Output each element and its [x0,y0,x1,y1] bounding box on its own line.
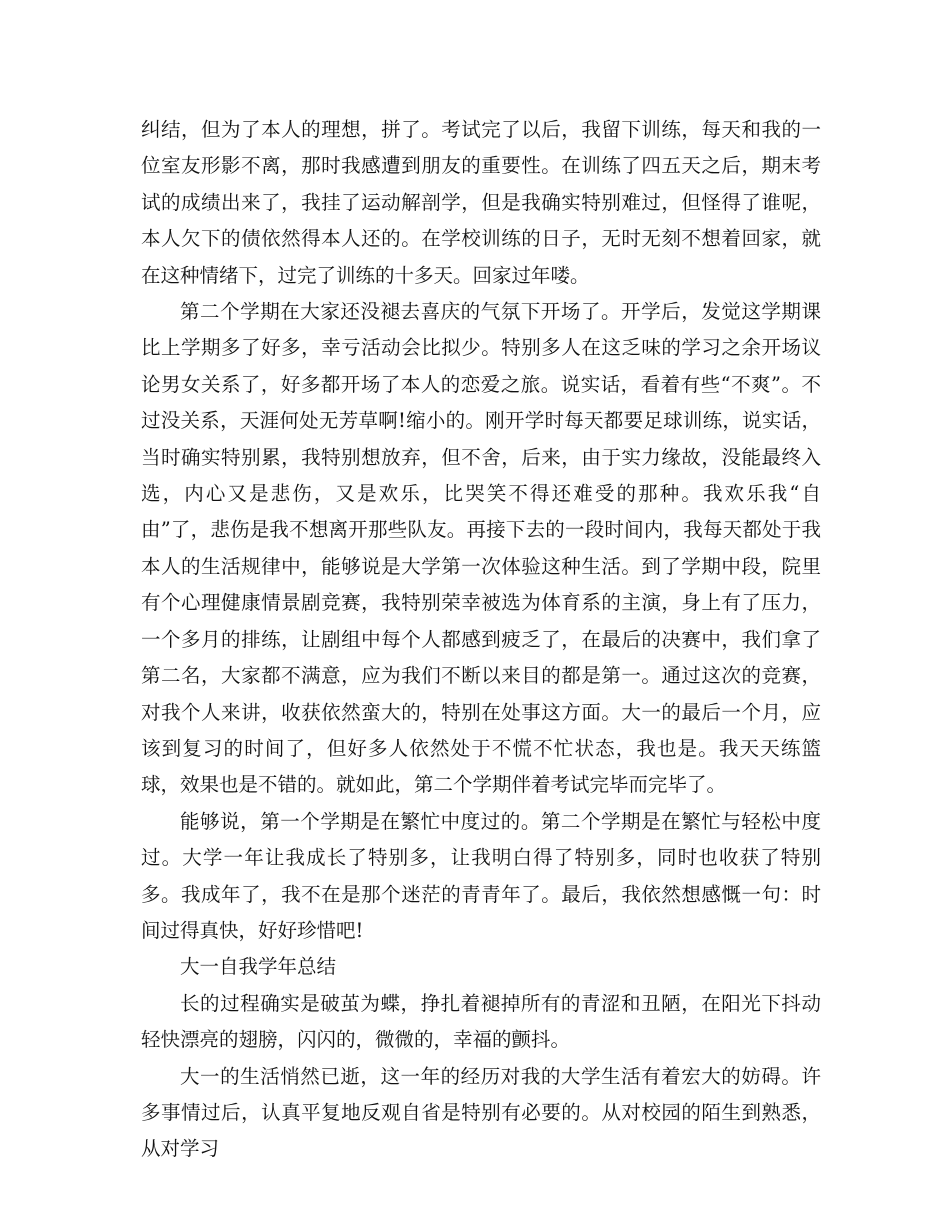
section-heading: 大一自我学年总结 [180,955,337,979]
paragraph-continued: 纠结，但为了本人的理想，拼了。考试完了以后，我留下训练，每天和我的一位室友形影不离，那时我感遭到朋友的重要性。在训练了四五天之后，期末考试的成绩出来了，我挂了运动解剖学，但是我确实特别难过，但怪得了谁呢，本人欠下的债依然得本人还的。在学校训练的日子，无时无刻不想着回家，就在这种情绪下，过完了训练的十多天。回家过年喽。 [141,118,821,287]
paragraph-freshman-life: 大一的生活悄然已逝，这一年的经历对我的大学生活有着宏大的妨碍。许多事情过后，认真平复地反观自省是特别有必要的。从对校园的陌生到熟悉，从对学习 [141,1064,821,1161]
document-page [141,112,821,1168]
paragraph-second-semester: 第二个学期在大家还没褪去喜庆的气氛下开场了。开学后，发觉这学期课比上学期多了好多，幸亏活动会比拟少。特别多人在这乏味的学习之余开场议论男女关系了，好多都开场了本人的恋爱之旅。说实话，看着有些“不爽”。不过没关系，天涯何处无芳草啊!缩小的。刚开学时每天都要足球训练，说实话，当时确实特别累，我特别想放弃，但不舍，后来，由于实力缘故，没能最终入选，内心又是悲伤，又是欢乐，比哭笑不得还难受的那种。我欢乐我“自由”了，悲伤是我不想离开那些队友。再接下去的一段时间内，我每天都处于我本人的生活规律中，能够说是大学第一次体验这种生活。到了学期中段，院里有个心理健康情景剧竞赛，我特别荣幸被选为体育系的主演，身上有了压力，一个多月的排练，让剧组中每个人都感到疲乏了，在最后的决赛中，我们拿了第二名，大家都不满意，应为我们不断以来目的都是第一。通过这次的竞赛，对我个人来讲，收获依然蛮大的，特别在处事这方面。大一的最后一个月，应该到复习的时间了，但好多人依然处于不慌不忙状态，我也是。我天天练篮球，效果也是不错的。就如此，第二个学期伴着考试完毕而完毕了。 [141,300,821,797]
paragraph-conclusion: 能够说，第一个学期是在繁忙中度过的。第二个学期是在繁忙与轻松中度过。大学一年让我成长了特别多，让我明白得了特别多，同时也收获了特别多。我成年了，我不在是那个迷茫的青青年了。最后，我依然想感慨一句：时间过得真快，好好珍惜吧! [141,809,821,942]
paragraph-growth: 长的过程确实是破茧为蝶，挣扎着褪掉所有的青涩和丑陋，在阳光下抖动轻快漂亮的翅膀，闪闪的，微微的，幸福的颤抖。 [141,991,821,1052]
